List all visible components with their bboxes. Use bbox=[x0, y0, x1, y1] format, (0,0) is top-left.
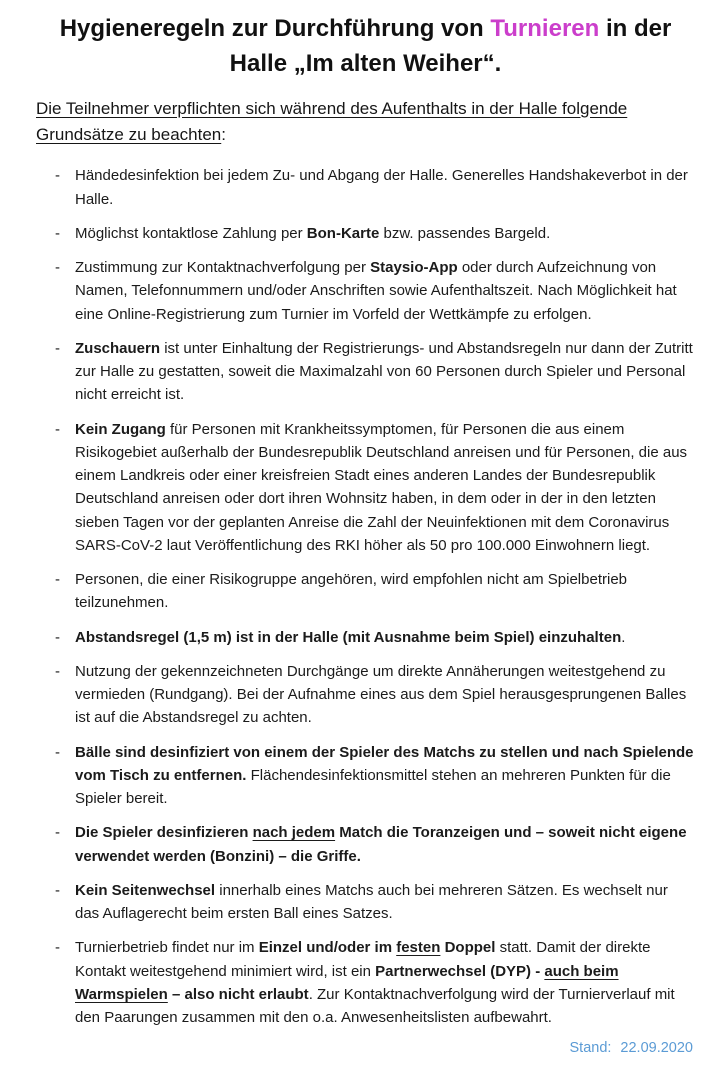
rule-text bbox=[75, 939, 675, 1026]
rule-text bbox=[75, 225, 550, 242]
rule-item-distance-rule bbox=[36, 626, 695, 649]
page-title bbox=[42, 12, 689, 82]
bullet-dash: - bbox=[55, 259, 60, 277]
bullet-dash: - bbox=[55, 824, 60, 842]
text-segment: bzw. passendes Bargeld. bbox=[379, 224, 551, 242]
text-segment: Nutzung der gekennzeichneten Durchgänge um direkte Annäherungen weitestgehend zu vermieden (Rundgang). Bei der Aufnahme eines aus dem Spiel herausgesprungenen Balles ist auf die Abstandsregel zu achten. bbox=[75, 662, 687, 727]
text-segment: Kein Zugang bbox=[75, 420, 166, 438]
rule-item-ball-disinfection bbox=[36, 741, 695, 811]
rule-item-score-counters bbox=[36, 821, 695, 868]
text-segment: Bon-Karte bbox=[306, 224, 380, 242]
rule-item-contactless-payment bbox=[36, 222, 695, 245]
bullet-dash: - bbox=[55, 743, 60, 761]
bullet-dash: - bbox=[55, 939, 60, 957]
text-segment: Abstandsregel (1,5 m) ist in der Halle (mit Ausnahme beim Spiel) einzuhalten bbox=[75, 628, 622, 646]
text-segment: . bbox=[621, 628, 626, 646]
text-segment: oder durch Aufzeichnung von Namen, Telefonnummern und/oder Anschriften sowie Aufenthaltszeit. Nach Möglichkeit hat eine Online-Registrierung zum Turnier im Vorfeld der Wettkämpfe zu erfolgen. bbox=[75, 259, 677, 323]
text-segment: . Zur Kontaktnachverfolgung wird der Turnierverlauf mit den Paarungen zusammen mit den o.a. Anwesenheitslisten aufbewahrt. bbox=[75, 985, 675, 1027]
text-segment: Möglichst kontaktlose Zahlung per bbox=[75, 224, 307, 242]
rule-text bbox=[75, 629, 625, 646]
bullet-dash: - bbox=[55, 339, 60, 357]
rule-text bbox=[75, 340, 693, 404]
text-segment: festen bbox=[396, 939, 441, 957]
rule-item-no-side-change bbox=[36, 879, 695, 926]
text-segment: innerhalb eines Matchs auch bei mehreren Sätzen. Es wechselt nur das Auflagerecht beim ersten Ball eines Satzes. bbox=[75, 881, 668, 923]
rule-text bbox=[75, 571, 627, 611]
text-segment: für Personen mit Krankheitssymptomen, für Personen die aus einem Risikogebiet außerhalb der Bundesrepublik Deutschland anreisen und für Personen, die aus einem Landkreis oder einer kreisfreien Stadt eines anderen Landes der Bundesrepublik Deutschland anreisen oder dort ihren Wohnsitz haben, in dem oder in der in den letzten sieben Tagen vor der geplanten Anreise die Zahl der Neuinfektionen mit dem Coronavirus SARS-CoV-2 laut Veröffentlichung des RKI höher als 50 pro 100.000 Einwohnern liegt. bbox=[75, 420, 688, 554]
bullet-dash: - bbox=[55, 628, 60, 646]
text-segment: – also nicht erlaubt bbox=[167, 985, 309, 1003]
text-segment: Match die Toranzeigen und – soweit nicht eigene verwendet werden (Bonzini) – die Griffe. bbox=[75, 824, 687, 865]
rule-item-spectators bbox=[36, 337, 695, 407]
text-segment: Turnieren bbox=[490, 15, 600, 42]
text-segment: Händedesinfektion bei jedem Zu- und Abgang der Halle. Generelles Handshakeverbot in der Halle. bbox=[75, 167, 688, 208]
bullet-dash: - bbox=[55, 571, 60, 589]
rules-list bbox=[36, 164, 695, 1029]
text-segment: Einzel und/oder im bbox=[258, 939, 397, 957]
date-value: 22.09.2020 bbox=[620, 1040, 693, 1057]
rule-text bbox=[75, 824, 687, 864]
text-segment: in der Halle „Im alten Weiher“. bbox=[229, 15, 672, 77]
bullet-dash: - bbox=[55, 662, 60, 680]
bullet-dash: - bbox=[55, 224, 60, 242]
text-segment: Turnierbetrieb findet nur im bbox=[75, 939, 259, 957]
bullet-dash: - bbox=[55, 881, 60, 899]
text-segment: Personen, die einer Risikogruppe angehören, wird empfohlen nicht am Spielbetrieb teilzunehmen. bbox=[75, 571, 627, 612]
text-segment: Zustimmung zur Kontaktnachverfolgung per bbox=[75, 259, 371, 277]
text-segment: Hygieneregeln zur Durchführung von bbox=[59, 15, 491, 42]
rule-text bbox=[75, 167, 688, 207]
bullet-dash: - bbox=[55, 420, 60, 438]
intro-underlined-text: Die Teilnehmer verpflichten sich während des Aufenthalts in der Halle folgende Grundsätze zu beachten bbox=[36, 98, 628, 144]
text-segment: statt. Damit der direkte Kontakt weitestgehend minimiert wird, ist ein bbox=[75, 939, 651, 980]
text-segment: Staysio-App bbox=[370, 259, 458, 277]
rule-text bbox=[75, 259, 677, 323]
rule-item-marked-walkways bbox=[36, 660, 695, 730]
rule-text bbox=[75, 744, 694, 808]
rule-text bbox=[75, 421, 687, 554]
bullet-dash: - bbox=[55, 167, 60, 185]
text-segment: ist unter Einhaltung der Registrierungs- und Abstandsregeln nur dann der Zutritt zur Halle zu gestatten, soweit die Maximalzahl von 60 Personen durch Spieler und Personal nicht erreicht ist. bbox=[75, 339, 693, 404]
rule-text bbox=[75, 882, 668, 922]
rule-item-no-access bbox=[36, 418, 695, 558]
intro-paragraph bbox=[36, 96, 695, 149]
text-segment: Flächendesinfektionsmittel stehen an mehreren Punkten für die Spieler bereit. bbox=[75, 766, 671, 808]
text-segment: nach jedem bbox=[252, 824, 336, 842]
date-label: Stand: bbox=[569, 1040, 612, 1057]
text-segment: Doppel bbox=[440, 939, 496, 957]
intro-colon: : bbox=[221, 124, 226, 144]
text-segment: Partnerwechsel (DYP) - bbox=[375, 962, 545, 980]
text-segment: Die Spieler desinfizieren bbox=[75, 824, 253, 842]
rule-text bbox=[75, 663, 686, 727]
rule-item-risk-group bbox=[36, 568, 695, 615]
document-date bbox=[36, 1040, 693, 1056]
rule-item-tournament-mode bbox=[36, 936, 695, 1029]
rule-item-hand-disinfection bbox=[36, 164, 695, 211]
text-segment: Bälle sind desinfiziert von einem der Spieler des Matchs zu stellen und nach Spielende vom Tisch zu entfernen. bbox=[75, 743, 694, 784]
text-segment: auch beim Warmspielen bbox=[75, 962, 619, 1003]
text-segment: Kein Seitenwechsel bbox=[75, 881, 216, 899]
text-segment: Zuschauern bbox=[75, 339, 161, 357]
rule-item-contact-tracing bbox=[36, 256, 695, 326]
